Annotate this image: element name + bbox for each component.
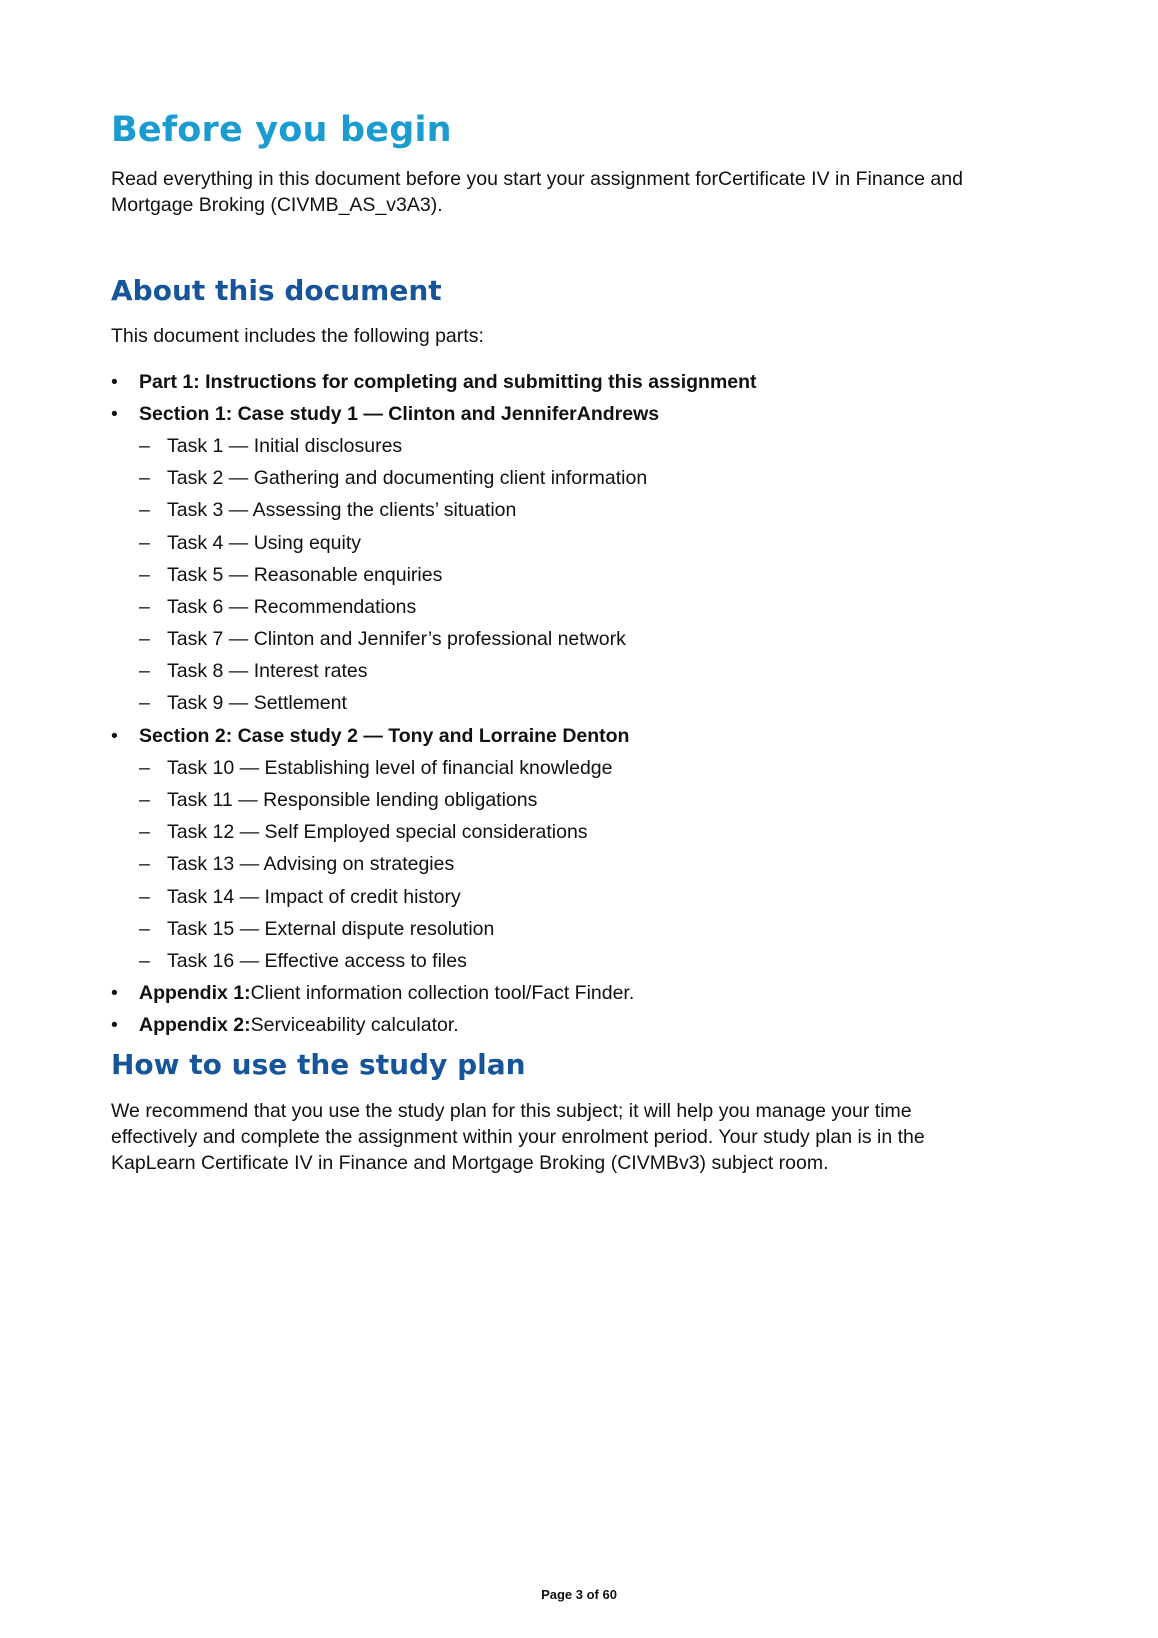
list-item-label: Task 11 — Responsible lending obligations bbox=[167, 789, 538, 812]
about-lead: This document includes the following parts: bbox=[111, 325, 484, 347]
list-item-text bbox=[167, 789, 537, 812]
list-item-subtask bbox=[111, 559, 991, 591]
list-item-label: Task 15 — External dispute resolution bbox=[167, 917, 495, 940]
list-item-label: Task 12 — Self Employed special considerations bbox=[167, 821, 588, 844]
list-item-text bbox=[167, 692, 347, 715]
list-item-label: Task 7 — Clinton and Jennifer’s professional network bbox=[167, 628, 626, 651]
dash-icon: – bbox=[139, 821, 150, 844]
dash-icon: – bbox=[139, 853, 150, 876]
about-heading: About this document bbox=[111, 274, 442, 307]
list-item-subtask bbox=[111, 527, 991, 559]
dash-icon: – bbox=[139, 595, 150, 618]
list-item-label: Task 10 — Establishing level of financial knowledge bbox=[167, 756, 613, 779]
bullet-icon: • bbox=[111, 724, 118, 747]
list-item-subtask bbox=[111, 881, 991, 913]
list-item-subtask bbox=[111, 849, 991, 881]
dash-icon: – bbox=[139, 499, 150, 522]
list-item-bold-label: Appendix 1: bbox=[139, 982, 251, 1005]
list-item-text bbox=[167, 918, 494, 941]
list-item-subtask bbox=[111, 752, 991, 784]
list-item-label: Task 16 — Effective access to files bbox=[167, 949, 467, 972]
dash-icon: – bbox=[139, 563, 150, 586]
list-item-bullet bbox=[111, 978, 991, 1010]
dash-icon: – bbox=[139, 756, 150, 779]
dash-icon: – bbox=[139, 789, 150, 812]
list-item-text bbox=[167, 950, 467, 973]
list-item-bullet bbox=[111, 720, 991, 752]
list-item-label: Task 8 — Interest rates bbox=[167, 660, 368, 683]
list-item-text bbox=[139, 403, 659, 426]
bullet-icon: • bbox=[111, 982, 118, 1005]
bullet-icon: • bbox=[111, 370, 118, 393]
list-item-label: Task 14 — Impact of credit history bbox=[167, 885, 461, 908]
list-item-text bbox=[167, 821, 588, 844]
list-item-subtask bbox=[111, 784, 991, 816]
list-item-bold-label: Part 1: Instructions for completing and submitting this assignment bbox=[139, 370, 757, 393]
list-item-subtask bbox=[111, 624, 991, 656]
list-item-label: Task 9 — Settlement bbox=[167, 692, 347, 715]
list-item-bullet bbox=[111, 1010, 991, 1042]
list-item-text bbox=[167, 532, 361, 555]
dash-icon: – bbox=[139, 692, 150, 715]
list-item-subtask bbox=[111, 591, 991, 623]
bullet-icon: • bbox=[111, 1014, 118, 1037]
list-item-label: Task 4 — Using equity bbox=[167, 531, 362, 554]
dash-icon: – bbox=[139, 531, 150, 554]
list-item-label: Task 6 — Recommendations bbox=[167, 595, 417, 618]
dash-icon: – bbox=[139, 628, 150, 651]
list-item-bullet bbox=[111, 366, 991, 398]
list-item-text bbox=[139, 982, 634, 1005]
list-item-text bbox=[139, 371, 757, 394]
list-item-label: Client information collection tool/Fact Finder. bbox=[250, 982, 635, 1005]
study-plan-paragraph: We recommend that you use the study plan for this subject; it will help you manage your time effectively and complete the assignment within your enrolment period. Your study plan is in the KapLearn Certificate IV in Finance and Mortgage Broking (CIVMBv3) subject room. bbox=[111, 1100, 925, 1174]
list-item-text bbox=[167, 628, 626, 651]
list-item-text bbox=[167, 886, 461, 909]
study-plan-heading: How to use the study plan bbox=[111, 1048, 526, 1081]
dash-icon: – bbox=[139, 660, 150, 683]
list-item-text bbox=[167, 757, 613, 780]
list-item-label: Serviceability calculator. bbox=[250, 1014, 459, 1037]
list-item-subtask bbox=[111, 913, 991, 945]
list-item-text bbox=[167, 467, 647, 490]
list-item-subtask bbox=[111, 656, 991, 688]
list-item-text bbox=[167, 564, 442, 587]
list-item-bold-label: Appendix 2: bbox=[139, 1014, 251, 1037]
bullet-icon: • bbox=[111, 402, 118, 425]
list-item-subtask bbox=[111, 688, 991, 720]
list-item-subtask bbox=[111, 495, 991, 527]
list-item-text bbox=[167, 499, 516, 522]
list-item-text bbox=[167, 435, 402, 458]
page-title: Before you begin bbox=[111, 110, 452, 150]
list-item-subtask bbox=[111, 463, 991, 495]
list-item-label: Task 2 — Gathering and documenting client information bbox=[167, 467, 648, 490]
list-item-bullet bbox=[111, 398, 991, 430]
list-item-subtask bbox=[111, 430, 991, 462]
list-item-label: Task 13 — Advising on strategies bbox=[167, 853, 455, 876]
page-number: Page 3 of 60 bbox=[541, 1587, 617, 1602]
intro-paragraph: Read everything in this document before you start your assignment forCertificate IV in Finance and Mortgage Broking (CIVMB_AS_v3A3). bbox=[111, 168, 963, 216]
dash-icon: – bbox=[139, 885, 150, 908]
dash-icon: – bbox=[139, 434, 150, 457]
list-item-label: Task 5 — Reasonable enquiries bbox=[167, 563, 443, 586]
list-item-subtask bbox=[111, 817, 991, 849]
list-item-label: Task 1 — Initial disclosures bbox=[167, 434, 403, 457]
list-item-text bbox=[167, 853, 454, 876]
list-item-bold-label: Section 2: Case study 2 — Tony and Lorraine Denton bbox=[139, 724, 630, 747]
parts-list bbox=[111, 366, 991, 1042]
list-item-text bbox=[139, 725, 629, 748]
dash-icon: – bbox=[139, 467, 150, 490]
dash-icon: – bbox=[139, 917, 150, 940]
list-item-subtask bbox=[111, 945, 991, 977]
list-item-text bbox=[167, 596, 416, 619]
dash-icon: – bbox=[139, 949, 150, 972]
list-item-text bbox=[139, 1014, 459, 1037]
list-item-label: Task 3 — Assessing the clients’ situation bbox=[167, 499, 517, 522]
list-item-bold-label: Section 1: Case study 1 — Clinton and JenniferAndrews bbox=[139, 402, 660, 425]
list-item-text bbox=[167, 660, 368, 683]
